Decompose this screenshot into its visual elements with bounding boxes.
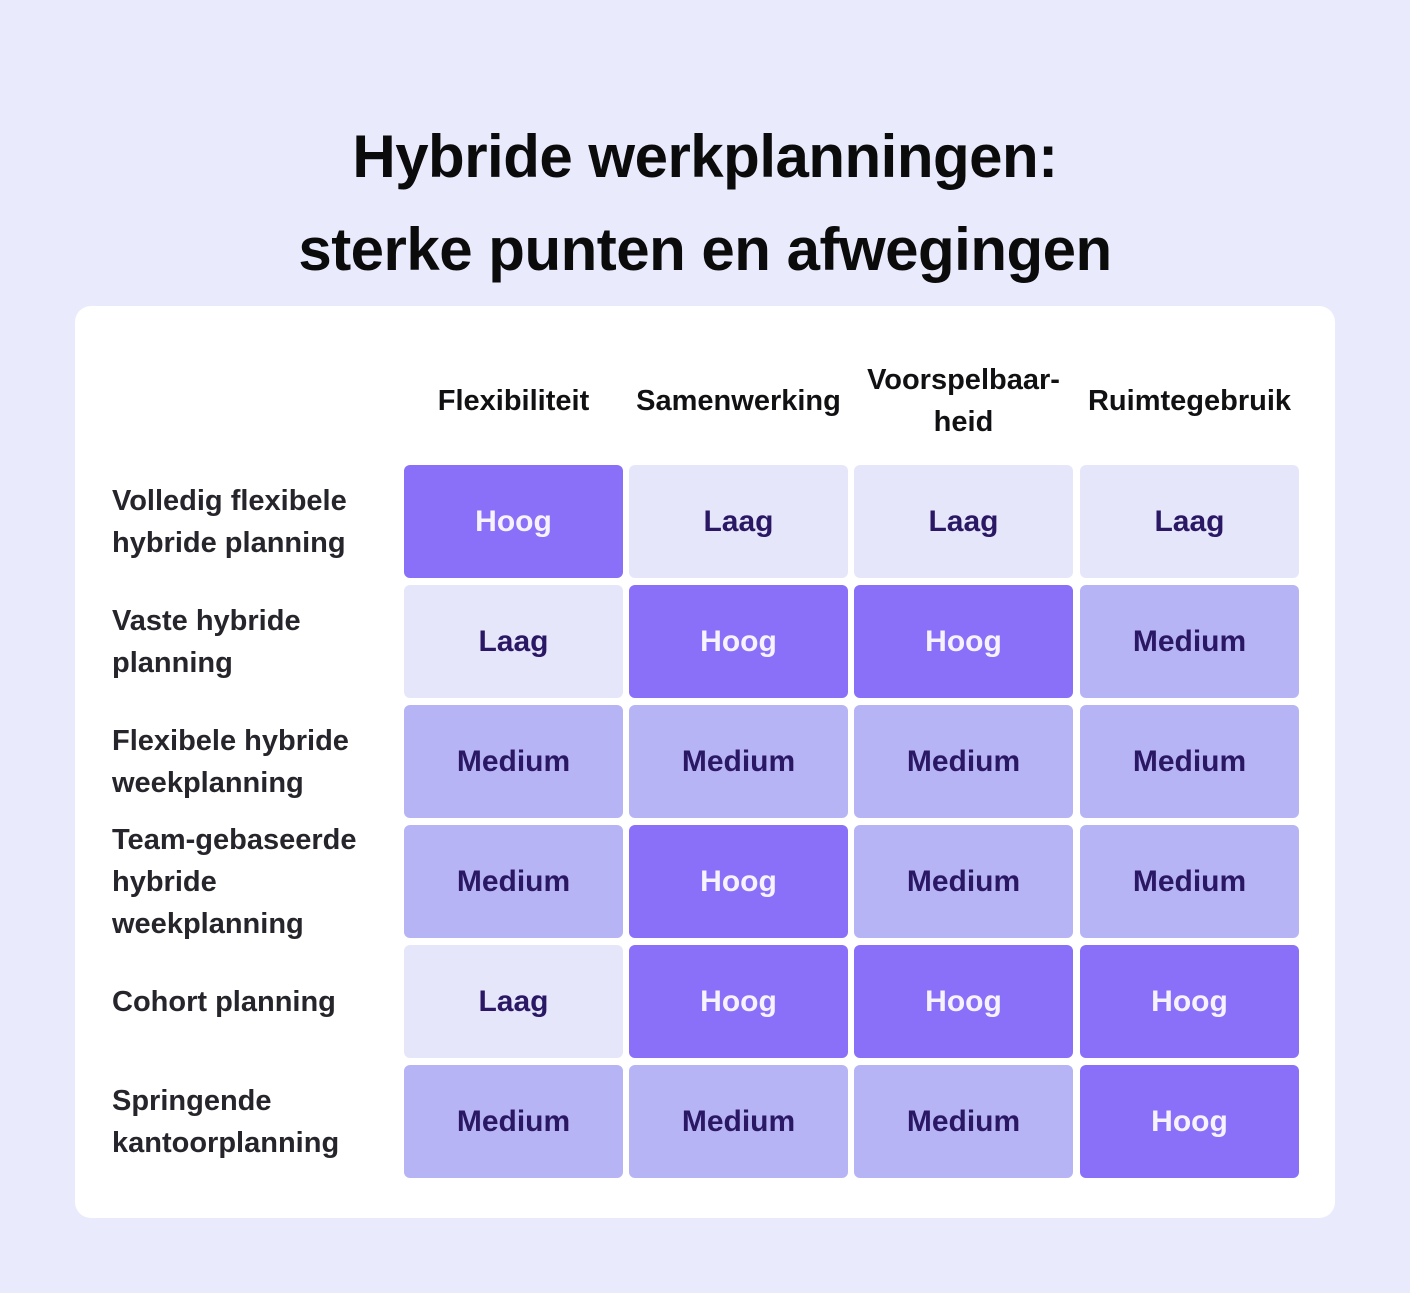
table-cell: Medium xyxy=(629,705,848,818)
table-cell: Medium xyxy=(404,825,623,938)
table-cell: Medium xyxy=(1080,825,1299,938)
table-cell: Laag xyxy=(854,465,1073,578)
column-header: Flexibiliteit xyxy=(437,385,590,417)
table-cell: Hoog xyxy=(629,945,848,1058)
table-cell: Medium xyxy=(629,1065,848,1178)
table-cell: Hoog xyxy=(629,825,848,938)
row-label: Volledig flexibele hybride planning xyxy=(112,484,347,559)
column-header: Voorspelbaar- heid xyxy=(867,364,1060,438)
table-cell: Hoog xyxy=(1080,945,1299,1058)
table-cell: Medium xyxy=(1080,585,1299,698)
table-cell: Hoog xyxy=(404,465,623,578)
table-cell: Hoog xyxy=(629,585,848,698)
row-label: Cohort planning xyxy=(112,985,336,1018)
column-header: Ruimtegebruik xyxy=(1087,385,1292,417)
row-label: Springende kantoorplanning xyxy=(112,1084,340,1159)
table-cell: Medium xyxy=(404,1065,623,1178)
table-cell: Laag xyxy=(629,465,848,578)
table-cell: Medium xyxy=(1080,705,1299,818)
table-cell: Hoog xyxy=(854,945,1073,1058)
table-cell: Laag xyxy=(404,585,623,698)
chart-title-line-1: Hybride werkplanningen: xyxy=(352,123,1058,191)
chart-title-line-2: sterke punten en afwegingen xyxy=(298,216,1112,284)
table-cell: Medium xyxy=(854,705,1073,818)
table-cell: Medium xyxy=(404,705,623,818)
table-cell: Medium xyxy=(854,825,1073,938)
row-label: Team-gebaseerde hybride weekplanning xyxy=(112,823,357,940)
row-label: Flexibele hybride weekplanning xyxy=(112,724,349,799)
table-cell: Hoog xyxy=(1080,1065,1299,1178)
table-cell: Laag xyxy=(404,945,623,1058)
table-cell: Laag xyxy=(1080,465,1299,578)
table-cell: Hoog xyxy=(854,585,1073,698)
table-cell: Medium xyxy=(854,1065,1073,1178)
column-header: Samenwerking xyxy=(636,385,841,417)
chart-title xyxy=(0,110,1410,296)
row-label: Vaste hybride planning xyxy=(112,604,301,679)
